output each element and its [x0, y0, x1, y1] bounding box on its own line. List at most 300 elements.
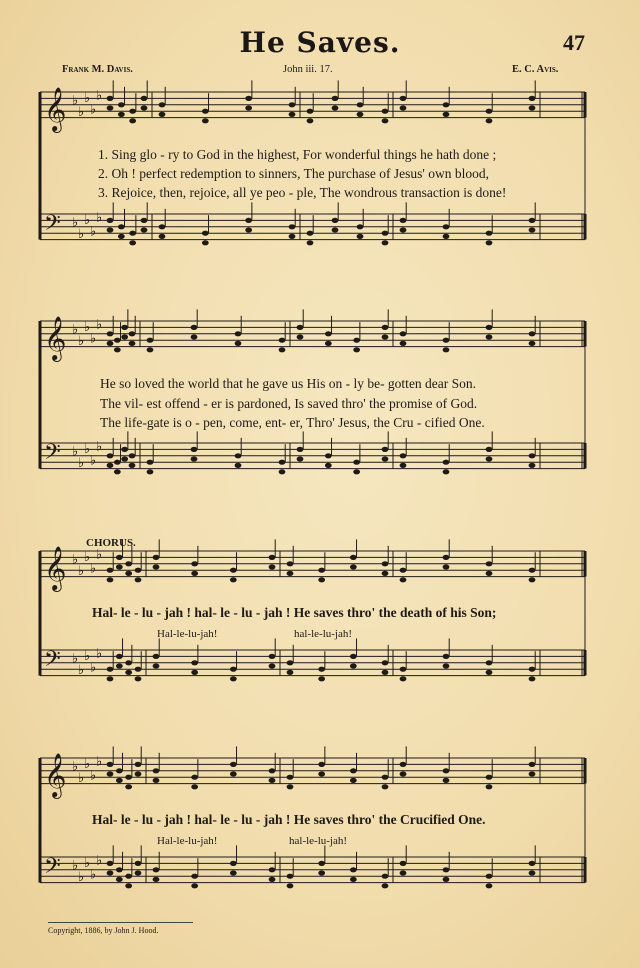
- note-head: [297, 325, 304, 330]
- bass-clef: 𝄢: [44, 440, 61, 470]
- note-head: [235, 453, 242, 458]
- note-head: [382, 561, 389, 566]
- note-head: [529, 463, 536, 468]
- note-head: [400, 861, 407, 866]
- note-head: [135, 762, 142, 767]
- note-head: [191, 670, 198, 675]
- bass-clef: 𝄢: [44, 647, 61, 677]
- note-head: [114, 460, 121, 465]
- note-head: [125, 784, 132, 789]
- note-head: [191, 784, 198, 789]
- note-head: [159, 234, 166, 239]
- note-head: [529, 331, 536, 336]
- note-head: [129, 463, 136, 468]
- note-head: [318, 676, 325, 681]
- note-head: [357, 102, 364, 107]
- note-head: [400, 218, 407, 223]
- note-head: [191, 561, 198, 566]
- note-head: [153, 663, 160, 668]
- note-head: [230, 676, 237, 681]
- note-head: [400, 577, 407, 582]
- note-head: [107, 676, 114, 681]
- note-head: [191, 571, 198, 576]
- note-head: [230, 667, 237, 672]
- note-head: [443, 778, 450, 783]
- flat-symbol: ♭: [90, 561, 97, 577]
- note-head: [382, 775, 389, 780]
- note-head: [353, 469, 360, 474]
- note-head: [400, 105, 407, 110]
- note-head: [318, 771, 325, 776]
- verse-2-line-b: The vil- est offend - er is pardoned, Is saved thro' the promise of God.: [100, 396, 478, 411]
- note-head: [116, 768, 123, 773]
- note-head: [287, 660, 294, 665]
- note-head: [129, 341, 136, 346]
- flat-symbol: ♭: [90, 660, 97, 676]
- note-head: [289, 224, 296, 229]
- note-head: [287, 874, 294, 879]
- note-head: [141, 227, 148, 232]
- flat-symbol: ♭: [90, 331, 97, 347]
- note-head: [486, 240, 493, 245]
- note-head: [287, 561, 294, 566]
- note-head: [400, 667, 407, 672]
- note-head: [400, 870, 407, 875]
- verse-2-line-a: 2. Oh ! perfect redemption to sinners, The purchase of Jesus' own blood,: [98, 166, 489, 181]
- note-head: [159, 112, 166, 117]
- note-head: [443, 877, 450, 882]
- note-head: [382, 784, 389, 789]
- note-head: [486, 571, 493, 576]
- flat-symbol: ♭: [78, 456, 85, 471]
- note-head: [353, 347, 360, 352]
- note-head: [486, 118, 493, 123]
- note-head: [191, 775, 198, 780]
- note-head: [125, 883, 132, 888]
- note-head: [486, 456, 493, 461]
- note-head: [325, 331, 332, 336]
- note-head: [125, 571, 132, 576]
- verse-1-line-b: He so loved the world that he gave us His on - ly be- gotten dear Son.: [100, 376, 477, 391]
- note-head: [289, 234, 296, 239]
- note-head: [202, 109, 209, 114]
- bass-echo-1a: Hal-le-lu-jah!: [157, 628, 218, 640]
- note-head: [135, 577, 142, 582]
- note-head: [486, 561, 493, 566]
- note-head: [279, 460, 286, 465]
- note-head: [443, 663, 450, 668]
- note-head: [287, 571, 294, 576]
- flat-symbol: ♭: [96, 547, 103, 563]
- note-head: [297, 456, 304, 461]
- note-head: [400, 762, 407, 767]
- note-head: [135, 771, 142, 776]
- note-head: [114, 347, 121, 352]
- note-head: [529, 861, 536, 866]
- flat-symbol: ♭: [90, 224, 97, 240]
- note-head: [125, 561, 132, 566]
- note-head: [318, 568, 325, 573]
- note-head: [357, 234, 364, 239]
- flat-symbol: ♭: [78, 105, 85, 120]
- note-head: [116, 877, 123, 882]
- note-head: [245, 96, 252, 101]
- flat-symbol: ♭: [72, 858, 79, 874]
- flat-symbol: ♭: [96, 210, 103, 226]
- note-head: [125, 660, 132, 665]
- flat-symbol: ♭: [84, 91, 91, 106]
- note-head: [318, 861, 325, 866]
- note-head: [107, 667, 114, 672]
- note-head: [443, 564, 450, 569]
- note-head: [141, 218, 148, 223]
- note-head: [382, 883, 389, 888]
- note-head: [191, 874, 198, 879]
- note-head: [382, 456, 389, 461]
- note-head: [486, 447, 493, 452]
- note-head: [325, 453, 332, 458]
- chorus-label: CHORUS.: [86, 537, 136, 549]
- note-head: [153, 768, 160, 773]
- note-head: [129, 453, 136, 458]
- note-head: [382, 231, 389, 236]
- note-head: [107, 577, 114, 582]
- note-head: [443, 768, 450, 773]
- note-head: [107, 227, 114, 232]
- flat-symbol: ♭: [78, 227, 85, 242]
- note-head: [135, 667, 142, 672]
- note-head: [235, 341, 242, 346]
- note-head: [153, 877, 160, 882]
- note-head: [191, 447, 198, 452]
- note-head: [107, 105, 114, 110]
- note-head: [486, 334, 493, 339]
- note-head: [135, 676, 142, 681]
- note-head: [529, 577, 536, 582]
- note-head: [135, 568, 142, 573]
- note-head: [287, 670, 294, 675]
- note-head: [400, 771, 407, 776]
- note-head: [230, 771, 237, 776]
- note-head: [443, 338, 450, 343]
- note-head: [529, 568, 536, 573]
- note-head: [382, 334, 389, 339]
- staves-group: [40, 87, 585, 885]
- flat-symbol: ♭: [72, 215, 79, 231]
- note-head: [245, 227, 252, 232]
- flat-symbol: ♭: [72, 651, 79, 667]
- note-head: [382, 571, 389, 576]
- note-head: [107, 331, 114, 336]
- note-head: [529, 676, 536, 681]
- note-head: [230, 762, 237, 767]
- note-head: [486, 109, 493, 114]
- note-head: [202, 231, 209, 236]
- note-head: [353, 338, 360, 343]
- flat-symbol: ♭: [72, 322, 79, 338]
- note-head: [486, 660, 493, 665]
- note-head: [400, 453, 407, 458]
- note-head: [529, 96, 536, 101]
- note-head: [443, 867, 450, 872]
- note-head: [116, 555, 123, 560]
- note-head: [443, 555, 450, 560]
- note-head: [107, 861, 114, 866]
- flat-symbol: ♭: [84, 856, 91, 871]
- note-head: [529, 341, 536, 346]
- note-head: [443, 112, 450, 117]
- bass-echo-1b: Hal-le-lu-jah!: [157, 835, 218, 847]
- note-head: [400, 96, 407, 101]
- note-head: [350, 768, 357, 773]
- note-head: [307, 109, 314, 114]
- note-head: [269, 564, 276, 569]
- note-head: [269, 778, 276, 783]
- note-head: [107, 870, 114, 875]
- note-head: [121, 447, 128, 452]
- note-head: [350, 877, 357, 882]
- note-head: [118, 112, 125, 117]
- note-head: [332, 96, 339, 101]
- note-head: [159, 224, 166, 229]
- note-head: [159, 102, 166, 107]
- note-head: [129, 231, 136, 236]
- note-head: [443, 469, 450, 474]
- note-head: [230, 861, 237, 866]
- note-head: [129, 331, 136, 336]
- note-head: [332, 218, 339, 223]
- note-head: [107, 771, 114, 776]
- copyright-notice: Copyright, 1886, by John J. Hood.: [48, 922, 193, 935]
- flat-symbol: ♭: [84, 442, 91, 457]
- note-head: [107, 218, 114, 223]
- bass-echo-2a: hal-le-lu-jah!: [294, 628, 353, 640]
- note-head: [529, 870, 536, 875]
- note-head: [529, 227, 536, 232]
- note-head: [529, 762, 536, 767]
- note-head: [153, 867, 160, 872]
- note-head: [486, 874, 493, 879]
- note-head: [307, 118, 314, 123]
- note-head: [191, 660, 198, 665]
- flat-symbol: ♭: [96, 853, 103, 869]
- note-head: [269, 654, 276, 659]
- note-head: [486, 231, 493, 236]
- note-head: [230, 870, 237, 875]
- note-head: [486, 883, 493, 888]
- flat-symbol: ♭: [96, 88, 103, 104]
- flat-symbol: ♭: [84, 757, 91, 772]
- note-head: [486, 325, 493, 330]
- note-head: [443, 460, 450, 465]
- note-head: [153, 564, 160, 569]
- note-head: [191, 334, 198, 339]
- note-head: [116, 867, 123, 872]
- note-head: [287, 784, 294, 789]
- note-head: [382, 325, 389, 330]
- note-head: [147, 460, 154, 465]
- flat-symbol: ♭: [84, 550, 91, 565]
- note-head: [325, 463, 332, 468]
- note-head: [400, 227, 407, 232]
- note-head: [118, 234, 125, 239]
- note-head: [382, 874, 389, 879]
- flat-symbol: ♭: [96, 646, 103, 662]
- note-head: [116, 663, 123, 668]
- note-head: [141, 96, 148, 101]
- note-head: [350, 555, 357, 560]
- note-head: [332, 105, 339, 110]
- note-head: [121, 334, 128, 339]
- flat-symbol: ♭: [78, 771, 85, 786]
- note-head: [486, 784, 493, 789]
- verse-3-line-a: 3. Rejoice, then, rejoice, all ye peo - ple, The wondrous transaction is done!: [98, 185, 507, 200]
- treble-clef: 𝄞: [44, 87, 67, 131]
- note-head: [529, 771, 536, 776]
- chorus-lyric-a: Hal- le - lu - jah ! hal- le - lu - jah ! He saves thro' the death of his Son;: [92, 605, 497, 620]
- treble-clef: 𝄞: [44, 316, 67, 360]
- note-head: [116, 778, 123, 783]
- flat-symbol: ♭: [72, 93, 79, 109]
- note-head: [318, 577, 325, 582]
- note-head: [135, 870, 142, 875]
- note-head: [141, 105, 148, 110]
- note-head: [191, 456, 198, 461]
- note-head: [443, 224, 450, 229]
- note-head: [153, 555, 160, 560]
- note-head: [147, 469, 154, 474]
- note-head: [297, 334, 304, 339]
- scripture-reference: John iii. 17.: [283, 64, 333, 75]
- note-head: [135, 861, 142, 866]
- note-head: [400, 676, 407, 681]
- note-head: [350, 663, 357, 668]
- hymn-title: He Saves.: [239, 26, 401, 59]
- lyricist-credit: Frank M. Davis.: [62, 64, 133, 75]
- verse-3-line-b: The life-gate is o - pen, come, ent- er, Thro' Jesus, the Cru - cified One.: [100, 415, 485, 430]
- note-head: [382, 240, 389, 245]
- note-head: [357, 112, 364, 117]
- note-head: [289, 102, 296, 107]
- note-head: [129, 118, 136, 123]
- composer-credit: E. C. Avis.: [512, 64, 559, 75]
- note-head: [486, 775, 493, 780]
- note-head: [269, 768, 276, 773]
- treble-clef: 𝄞: [44, 753, 67, 797]
- note-head: [529, 218, 536, 223]
- flat-symbol: ♭: [90, 453, 97, 469]
- note-head: [307, 231, 314, 236]
- note-head: [382, 670, 389, 675]
- verse-1-line-a: 1. Sing glo - ry to God in the highest, For wonderful things he hath done ;: [98, 147, 497, 162]
- bass-echo-2b: hal-le-lu-jah!: [289, 835, 348, 847]
- note-head: [116, 654, 123, 659]
- flat-symbol: ♭: [78, 663, 85, 678]
- note-head: [107, 568, 114, 573]
- note-head: [107, 341, 114, 346]
- note-head: [325, 341, 332, 346]
- flat-symbol: ♭: [84, 213, 91, 228]
- note-head: [529, 667, 536, 672]
- note-head: [269, 867, 276, 872]
- note-head: [443, 347, 450, 352]
- flat-symbol: ♭: [84, 320, 91, 335]
- note-head: [318, 667, 325, 672]
- flat-symbol: ♭: [90, 102, 97, 118]
- note-head: [307, 240, 314, 245]
- flat-symbol: ♭: [90, 867, 97, 883]
- note-head: [107, 463, 114, 468]
- note-head: [400, 463, 407, 468]
- note-head: [350, 867, 357, 872]
- bass-clef: 𝄢: [44, 211, 61, 241]
- note-head: [443, 102, 450, 107]
- note-head: [529, 105, 536, 110]
- note-head: [235, 463, 242, 468]
- note-head: [121, 456, 128, 461]
- note-head: [279, 338, 286, 343]
- note-head: [107, 762, 114, 767]
- note-head: [107, 96, 114, 101]
- flat-symbol: ♭: [96, 754, 103, 770]
- note-head: [230, 577, 237, 582]
- flat-symbol: ♭: [78, 334, 85, 349]
- note-head: [350, 778, 357, 783]
- note-head: [235, 331, 242, 336]
- flat-symbol: ♭: [96, 439, 103, 455]
- note-head: [125, 874, 132, 879]
- treble-clef: 𝄞: [44, 546, 67, 590]
- note-head: [202, 118, 209, 123]
- note-head: [129, 240, 136, 245]
- note-head: [118, 224, 125, 229]
- note-head: [486, 670, 493, 675]
- page-number: 47: [563, 30, 585, 55]
- note-head: [287, 775, 294, 780]
- flat-symbol: ♭: [72, 759, 79, 775]
- flat-symbol: ♭: [90, 768, 97, 784]
- note-head: [121, 325, 128, 330]
- note-head: [400, 331, 407, 336]
- note-head: [382, 118, 389, 123]
- note-head: [318, 870, 325, 875]
- note-head: [287, 883, 294, 888]
- note-head: [147, 347, 154, 352]
- note-head: [353, 460, 360, 465]
- note-head: [350, 654, 357, 659]
- note-head: [114, 338, 121, 343]
- note-head: [443, 654, 450, 659]
- note-head: [269, 877, 276, 882]
- flat-symbol: ♭: [84, 649, 91, 664]
- note-head: [382, 660, 389, 665]
- note-head: [289, 112, 296, 117]
- flat-symbol: ♭: [72, 444, 79, 460]
- note-head: [129, 109, 136, 114]
- note-head: [118, 102, 125, 107]
- note-head: [147, 338, 154, 343]
- note-head: [269, 663, 276, 668]
- note-head: [245, 218, 252, 223]
- note-head: [332, 227, 339, 232]
- flat-symbol: ♭: [96, 317, 103, 333]
- note-head: [382, 109, 389, 114]
- note-head: [202, 240, 209, 245]
- note-head: [125, 670, 132, 675]
- note-head: [529, 453, 536, 458]
- flat-symbol: ♭: [78, 564, 85, 579]
- note-head: [400, 568, 407, 573]
